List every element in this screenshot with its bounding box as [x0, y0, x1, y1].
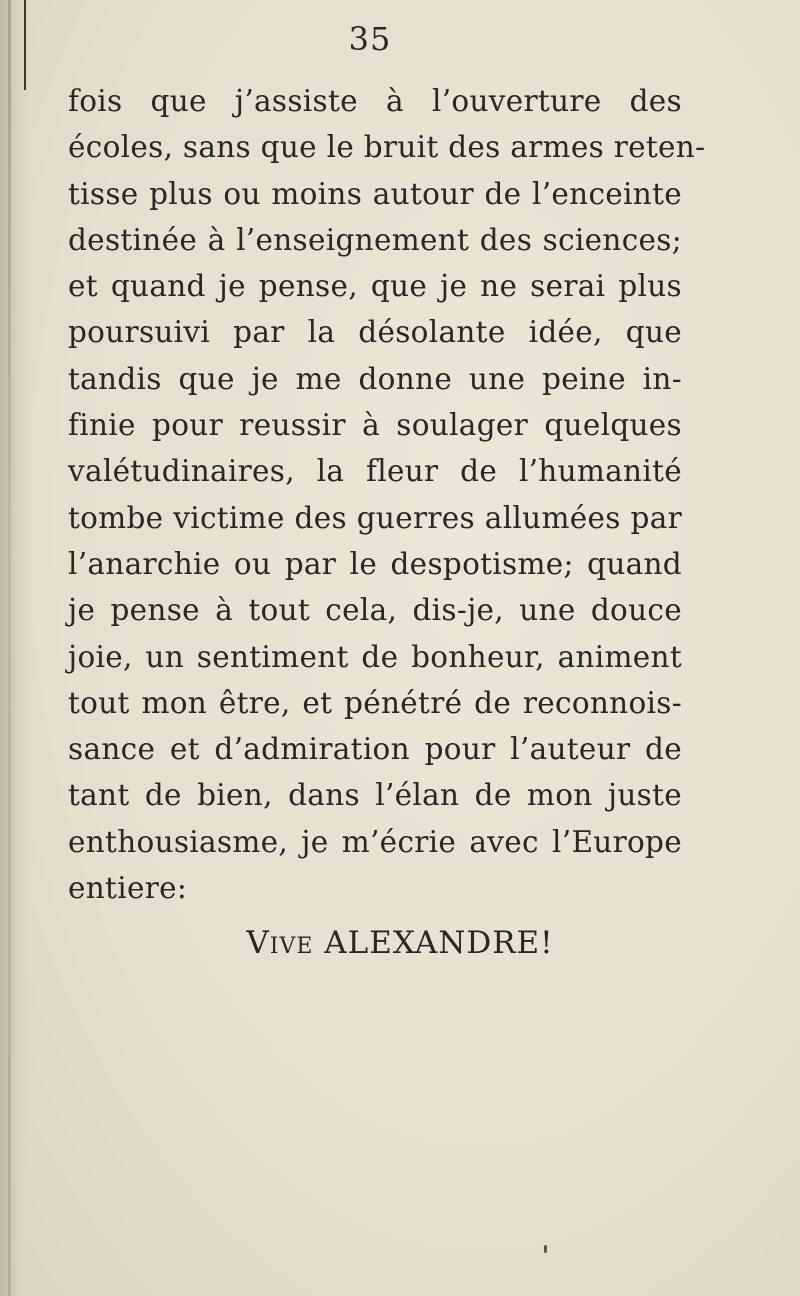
closing-exclamation	[0, 925, 800, 961]
body-text	[68, 78, 706, 911]
page-number: 35	[348, 20, 392, 58]
text-line: enthousiasme, je m’écrie avec l’Europe	[68, 824, 682, 859]
text-line: tombe victime des guerres allumées par	[68, 500, 682, 535]
text-line: fois que j’assiste à l’ouverture des	[68, 84, 682, 118]
binding-gutter	[0, 0, 34, 1296]
text-line: tandis que je me donne une peine in-	[68, 361, 682, 396]
text-line: poursuivi par la désolante idée, que	[68, 315, 682, 350]
text-line: destinée à l’enseignement des sciences;	[68, 222, 682, 257]
text-line: tant de bien, dans l’élan de mon juste	[68, 778, 682, 813]
text-line: tisse plus ou moins autour de l’enceinte	[68, 176, 682, 211]
text-line: écoles, sans que le bruit des armes reten-	[68, 130, 706, 165]
text-line: finie pour reussir à soulager quelques	[68, 408, 682, 443]
ink-speck	[544, 1245, 547, 1253]
text-line: entiere:	[68, 871, 188, 906]
closing-name: ALEXANDRE!	[313, 925, 554, 961]
text-line: sance et d’admiration pour l’auteur de	[68, 732, 682, 767]
binding-edge	[8, 0, 11, 1296]
text-line: tout mon être, et pénétré de reconnois-	[68, 685, 682, 720]
text-line: je pense à tout cela, dis-je, une douce	[68, 593, 682, 628]
closing-first-word: Vive	[246, 925, 314, 961]
text-line: et quand je pense, que je ne serai plus	[68, 269, 682, 304]
text-line: valétudinaires, la fleur de l’humanité	[68, 454, 682, 489]
text-line: l’anarchie ou par le despotisme; quand	[68, 546, 682, 581]
text-line: joie, un sentiment de bonheur, animent	[68, 639, 682, 674]
